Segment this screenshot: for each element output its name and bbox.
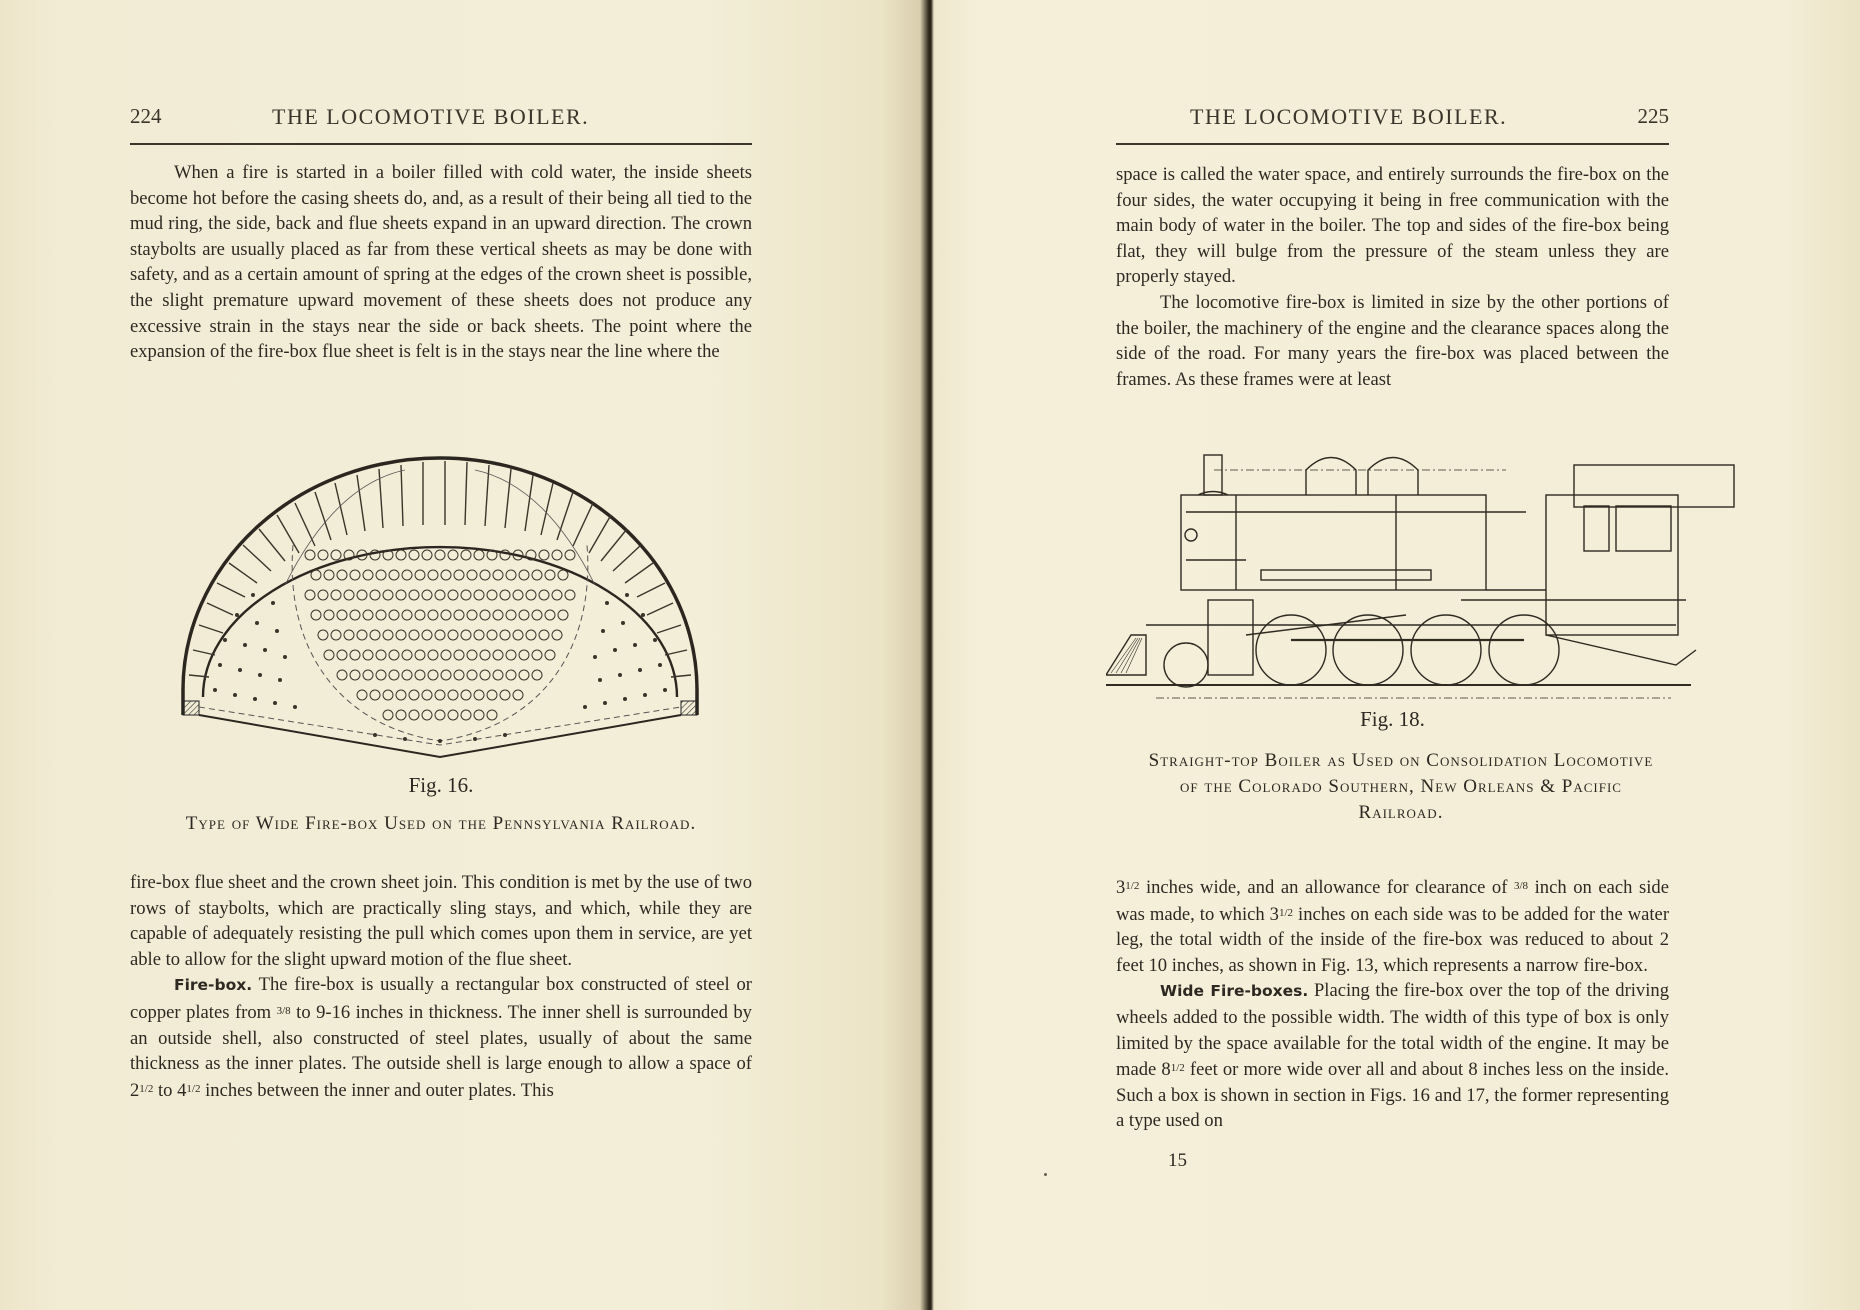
paragraph-continued: $3^{1/2}$ inches wide, and an allowance for clearance of $^{3/8}$ inch on each side was made, to which $3^{1/2}$ inches on each side was to be added for the water leg, the total width of the inside of the fire-box was reduced to about 2 feet 10 inches, as shown in Fig. 13, which represents a narrow fire-box. xyxy=(1116,877,1670,976)
page-number: 225 xyxy=(1637,104,1669,128)
figure-18-locomotive-drawing xyxy=(1106,440,1746,705)
caption-line: of the Colorado Southern, New Orleans & Pacific xyxy=(1180,776,1622,797)
body-text-top xyxy=(130,160,752,365)
figure-label: Fig. 18. xyxy=(1360,707,1425,731)
page-number: 224 xyxy=(130,104,162,128)
figure-16-firebox-diagram xyxy=(175,445,705,765)
paragraph-continued: fire-box flue sheet and the crown sheet join. This condition is met by the use of two rows of staybolts, which are practically sling stays, and which, while they are capable of adequately resisting the pull which comes upon them in service, are yet able to allow for the slight upward motion of the flue sheet. xyxy=(130,872,752,970)
running-header xyxy=(1116,104,1669,144)
run-in-heading: Wide Fire-boxes. xyxy=(1160,982,1309,1001)
caption-line: Straight-top Boiler as Used on Consolidation Locomotive xyxy=(1148,750,1654,771)
fraction: 1/2 xyxy=(139,1082,154,1095)
header-rule xyxy=(1116,143,1669,145)
locomotive-elevation-drawing xyxy=(1106,440,1746,705)
figure-label: Fig. 16. xyxy=(408,773,474,797)
fraction: 3/8 xyxy=(276,1004,291,1017)
caption-line: Railroad. xyxy=(1358,802,1444,823)
figure-caption xyxy=(1116,748,1686,826)
header-rule xyxy=(130,143,752,145)
paper-speck xyxy=(1044,1173,1047,1176)
fraction: 1/2 xyxy=(1170,1062,1185,1075)
signature-mark: 15 xyxy=(1168,1150,1187,1171)
fraction: 1/2 xyxy=(186,1082,201,1095)
paragraph-wide-fireboxes: Wide Fire-boxes. Placing the fire-box over the top of the driving wheels added to the possible width. The width of this type of box is only limited by the space available for the total width of the engine. It may be made $8^{1/2}$ feet or more wide over all and about 8 inches less on the inside. Such a box is shown in section in Figs. 16 and 17, the former representing a type used on xyxy=(1116,980,1669,1132)
run-in-heading: Fire-box. xyxy=(174,976,253,995)
paragraph: The locomotive fire-box is limited in size by the other portions of the boiler, the machinery of the engine and the clearance spaces along the side of the road. For many years the fire-box was placed between the frames. As these frames were at least xyxy=(1116,291,1669,390)
paragraph: When a fire is started in a boiler filled with cold water, the inside sheets become hot before the casing sheets do, and, as a result of their being all tied to the mud ring, the side, back and flue sheets expand in an upward direction. The crown staybolts are usually placed as far from these vertical sheets as may be done with safety, and as a certain amount of spring at the edges of the crown sheet is possible, the slight premature upward movement of these sheets does not produce any excessive strain in the stays near the side or back sheets. The point where the expansion of the fire-box flue sheet is felt is in the stays near the line where the xyxy=(130,162,752,363)
body-text-bottom xyxy=(130,870,752,1103)
figure-caption: Type of Wide Fire-box Used on the Pennsylvania Railroad. xyxy=(185,813,697,834)
right-page xyxy=(932,0,1860,1310)
paragraph-continued: space is called the water space, and entirely surrounds the fire-box on the four sides, the water occupying it being in free communication with the main body of water in the boiler. The top and sides of the fire-box being flat, they will bulge from the pressure of the steam unless they are properly stayed. xyxy=(1116,164,1669,288)
fraction: 1/2 xyxy=(1125,880,1140,892)
firebox-section-drawing xyxy=(175,445,705,765)
running-header xyxy=(130,104,752,144)
paragraph-firebox: Fire-box. The fire-box is usually a rectangular box constructed of steel or copper plates from $^{3/8}$ to 9-16 inches in thickness. The inner shell is surrounded by an outside shell, also constructed of steel plates, usually of about the same thickness as the inner plates. The outside shell is large enough to allow a space of $2^{1/2}$ to $4^{1/2}$ inches between the inner and outer plates. This xyxy=(130,974,752,1101)
fraction: 3/8 xyxy=(1513,880,1529,892)
body-text-bottom xyxy=(1116,874,1669,1134)
body-text-top xyxy=(1116,162,1669,392)
fraction: 1/2 xyxy=(1278,906,1294,919)
running-head-title: THE LOCOMOTIVE BOILER. xyxy=(272,104,590,129)
running-head-title: THE LOCOMOTIVE BOILER. xyxy=(1190,104,1508,129)
